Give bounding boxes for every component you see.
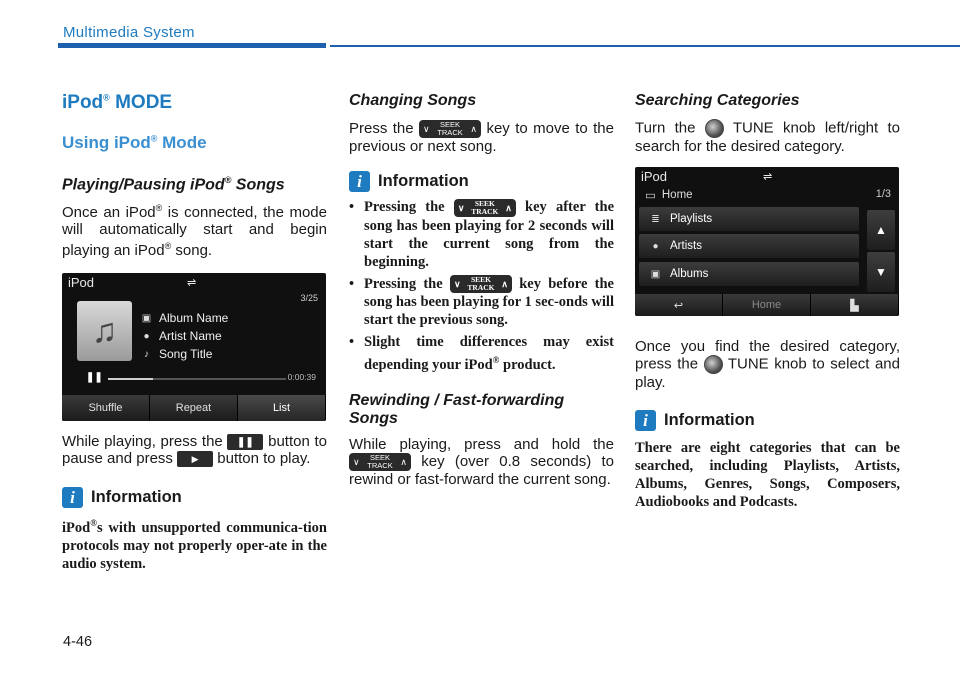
- folder-button[interactable]: [811, 294, 899, 316]
- pause-play-paragraph: While playing, press the ❚❚ button to pause and press ▶ button to play.: [62, 433, 327, 468]
- screen-title: iPod: [641, 169, 668, 184]
- info-text-3: There are eight categories that can be searched, including Playlists, Artists, Albums, Genres, Songs, Composers, Audiobooks and Podcasts.: [635, 440, 900, 510]
- folder-icon: ▭: [645, 190, 656, 202]
- using-heading: Using iPod® Mode: [62, 133, 207, 152]
- section-title: Multimedia System: [63, 24, 195, 41]
- home-breadcrumb[interactable]: ▭ Home: [645, 189, 693, 202]
- tune-knob-icon: [705, 119, 724, 138]
- elapsed-time: 0:00:39: [287, 372, 316, 383]
- screen-title: iPod: [68, 274, 95, 290]
- playpause-heading: Playing/Pausing iPod® Songs: [62, 175, 285, 194]
- searching-paragraph: Turn the TUNE knob left/right to search for the desired category.: [635, 119, 900, 155]
- ipod-category-screen: [635, 167, 899, 316]
- screen-title-bar: [62, 273, 326, 291]
- column-1: [62, 92, 327, 573]
- triangle-up-icon: ▲: [875, 223, 887, 237]
- progress-track[interactable]: [108, 378, 286, 380]
- seek-track-key-icon: ∨ SEEK TRACK ∧: [454, 199, 516, 217]
- artist-row: ● Artist Name: [140, 329, 228, 343]
- back-button[interactable]: [635, 294, 723, 316]
- category-artists[interactable]: ● Artists: [639, 234, 859, 258]
- album-art-music-note-icon: ♫: [77, 301, 132, 361]
- triangle-down-icon: ▼: [875, 265, 887, 279]
- album-icon: ▣: [141, 312, 152, 324]
- artist-icon: ●: [143, 330, 150, 342]
- ipod-now-playing-screen: [62, 273, 326, 421]
- album-row: ▣ Album Name: [141, 311, 229, 326]
- usb-icon: ⇌: [763, 171, 773, 183]
- info-icon: i: [62, 487, 83, 508]
- folder-music-icon: ▙: [850, 299, 859, 312]
- column-3: [635, 92, 900, 511]
- scroll-down-button[interactable]: [867, 252, 895, 292]
- rewind-paragraph: While playing, press and hold the ∨ SEEK TRACK ∧ key (over 0.8 seconds) to rewind or fast-forward the current song.: [349, 436, 614, 489]
- play-button-icon: ▶: [177, 451, 213, 467]
- back-arrow-icon: ↩: [673, 299, 684, 312]
- info-heading-2: i Information: [349, 171, 614, 192]
- tab-repeat[interactable]: Repeat: [150, 395, 238, 421]
- category-albums[interactable]: ▣ Albums: [639, 262, 859, 286]
- info-bullets: [349, 198, 614, 374]
- artist-icon: ●: [652, 240, 659, 252]
- progress-fill: [108, 378, 153, 380]
- mode-heading: iPod® MODE: [62, 92, 173, 113]
- info-icon: i: [349, 171, 370, 192]
- song-row: ♪ Song Title: [140, 347, 228, 361]
- tab-shuffle[interactable]: Shuffle: [62, 395, 150, 421]
- header-rule-thin: [330, 45, 960, 47]
- page-number: 4-46: [63, 634, 93, 650]
- header-rule-thick: [58, 43, 326, 48]
- home-button[interactable]: Home: [723, 294, 811, 316]
- page-indicator: 1/3: [875, 188, 891, 200]
- tab-list[interactable]: List: [238, 395, 326, 421]
- list-item: • Pressing the ∨ SEEK TRACK ∧ key before the song has been playing for 1 sec-onds will start the previous song.: [349, 275, 614, 330]
- info-icon: i: [635, 410, 656, 431]
- usb-icon: ⇌: [187, 276, 197, 289]
- rewind-heading: Rewinding / Fast-forwarding Songs: [349, 392, 565, 428]
- screen-bottom-bar: [635, 294, 899, 316]
- track-count: 3/25: [300, 293, 318, 304]
- pause-icon[interactable]: ❚❚: [86, 372, 103, 384]
- info-heading-1: i Information: [62, 487, 327, 508]
- playpause-paragraph: Once an iPod® is connected, the mode will automatically start and begin playing an iPod® song.: [62, 203, 327, 260]
- searching-heading: Searching Categories: [635, 92, 800, 109]
- changing-songs-heading: Changing Songs: [349, 92, 477, 109]
- seek-track-key-icon: ∨ SEEK TRACK ∧: [419, 120, 481, 138]
- pause-button-icon: ❚❚: [227, 434, 263, 450]
- track-info: [140, 311, 228, 361]
- seek-track-key-icon: ∨ SEEK TRACK ∧: [349, 453, 411, 471]
- screen-tabs: [62, 395, 326, 421]
- list-item: • Pressing the ∨ SEEK TRACK ∧ key after the song has been playing for 2 seconds will start the current song from the beginning.: [349, 198, 614, 271]
- tune-knob-icon: [704, 355, 723, 374]
- select-paragraph: Once you find the desired category, press the TUNE knob to select and play.: [635, 338, 900, 391]
- album-icon: ▣: [650, 268, 661, 280]
- changing-songs-paragraph: Press the ∨ SEEK TRACK ∧ key to move to the previous or next song.: [349, 120, 614, 156]
- scroll-up-button[interactable]: [867, 210, 895, 250]
- info-heading-3: i Information: [635, 410, 900, 431]
- song-icon: ♪: [144, 348, 149, 360]
- list-item: • Slight time differences may exist depending your iPod® product.: [349, 333, 614, 374]
- playlist-icon: ≣: [651, 213, 660, 225]
- category-playlists[interactable]: ≣ Playlists: [639, 207, 859, 231]
- info-text-1: iPod®s with unsupported communica-tion protocols may not properly oper-ate in the audio system.: [62, 518, 327, 573]
- seek-track-key-icon: ∨ SEEK TRACK ∧: [450, 275, 512, 293]
- column-2: [349, 92, 614, 488]
